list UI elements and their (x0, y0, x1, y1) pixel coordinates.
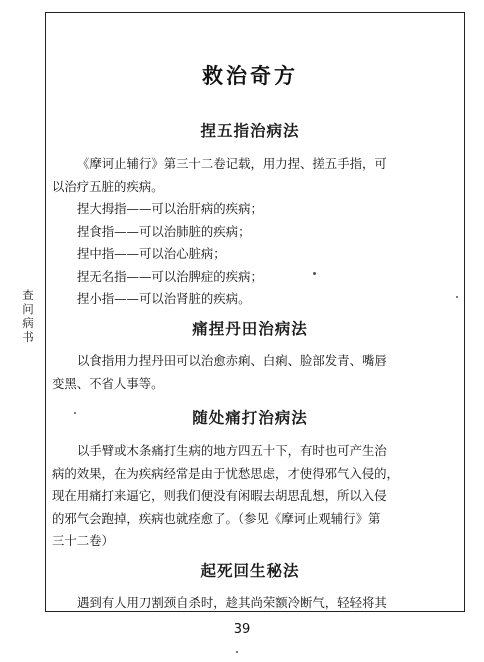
section-title-4: 起死回生秘法 (200, 562, 300, 580)
paragraph-line: 病的效果，在为疾病经常是由于忧愁思虑，才使得邪气入侵的， (52, 465, 399, 481)
paragraph-line: 《摩诃止辅行》第三十二卷记载，用力捏、搓五手指，可 (77, 156, 387, 171)
scan-speck (456, 296, 458, 298)
section-title-3: 随处痛打治病法 (192, 409, 308, 427)
list-item: 捏无名指——可以治脾症的疾病； (77, 268, 263, 284)
section-1-paragraph (52, 153, 432, 198)
section-2-paragraph (52, 350, 432, 395)
paragraph-line: 三十二卷） (52, 533, 114, 548)
paragraph-line: 以治疗五脏的疾病。 (52, 178, 164, 194)
section-4-paragraph (52, 592, 432, 615)
paragraph-line: 以手臂或木条痛打生病的地方四五十下，有时也可产生治 (77, 443, 387, 458)
paragraph-line: 的邪气会跑掉，疾病也就痊愈了。（参见《摩诃止观辅行》第 (52, 510, 381, 526)
paragraph-line: 变黑、不省人事等。 (52, 375, 164, 391)
scan-speck (236, 651, 238, 653)
list-item: 捏小指——可以治肾脏的疾病。 (77, 291, 251, 307)
page-content (52, 12, 448, 612)
scan-speck (313, 272, 316, 275)
list-item: 捏中指——可以治心脏病； (77, 246, 226, 262)
paragraph-line: 现在用痛打来逼它，则我们便没有闲暇去胡思乱想，所以入侵 (52, 488, 387, 503)
page-number: 39 (233, 622, 251, 637)
page-title: 救治奇方 (202, 64, 298, 88)
section-1-list (77, 198, 263, 311)
paragraph-line: 遇到有人用刀割颈自杀时，趁其尚荣额冷断气，轻轻将其 (77, 595, 387, 610)
list-item: 捏大拇指——可以治肝病的疾病； (77, 201, 263, 216)
section-3-paragraph (52, 440, 432, 553)
side-label: 查问病书 (22, 288, 34, 344)
section-title-1: 捏五指治病法 (200, 122, 300, 140)
paragraph-line: 以食指用力捏丹田可以治愈赤痢、白痢、脸部发青、嘴唇 (77, 353, 387, 368)
section-title-2: 痛捏丹田治病法 (192, 320, 308, 338)
list-item: 捏食指——可以治肺脏的疾病； (77, 223, 251, 239)
scan-speck (74, 412, 76, 414)
